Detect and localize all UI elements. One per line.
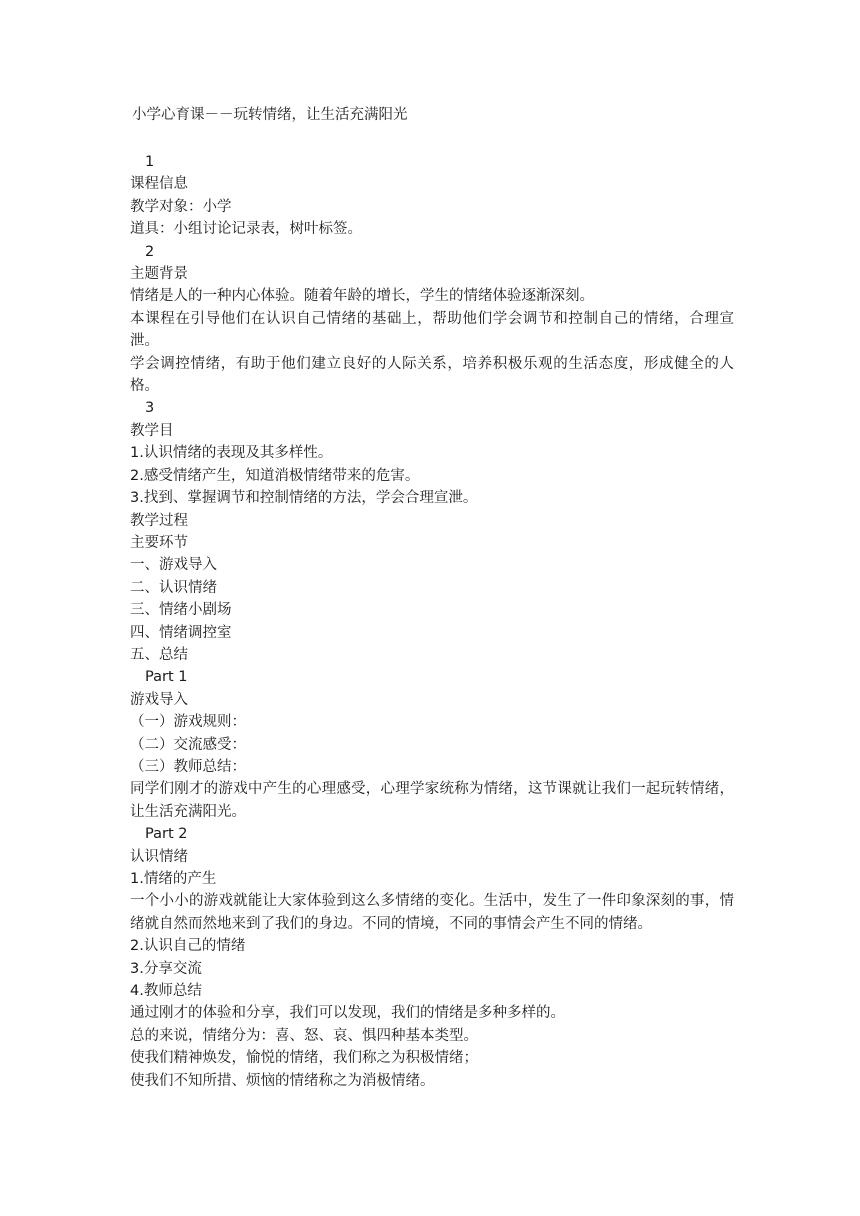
- section-number: 1: [145, 154, 155, 170]
- text-line: 一、游戏导入: [130, 557, 217, 574]
- text-line: 总的来说，情绪分为：喜、怒、哀、惧四种基本类型。: [130, 1027, 478, 1044]
- text-line: 教学对象：小学: [130, 198, 232, 215]
- paragraph: 同学们刚才的游戏中产生的心理感受，心理学家统称为情绪，这节课就让我们一起玩转情绪，让生活充满阳光。: [130, 781, 734, 820]
- text-line: 教学过程: [130, 512, 188, 529]
- text-line: 二、认识情绪: [130, 579, 217, 596]
- text-line: （一）游戏规则：: [130, 714, 246, 731]
- text-line: 3.分享交流: [130, 960, 202, 977]
- text-line: 认识情绪: [130, 848, 188, 865]
- text-line: 四、情绪调控室: [130, 624, 232, 641]
- paragraph: 本课程在引导他们在认识自己情绪的基础上，帮助他们学会调节和控制自己的情绪，合理宣泄。: [130, 310, 734, 350]
- text-line: 使我们精神焕发，愉悦的情绪，我们称之为积极情绪；: [130, 1050, 478, 1067]
- paragraph: 一个小小的游戏就能让大家体验到这么多情绪的变化。生活中，发生了一件印象深刻的事，情绪就自然而然地来到了我们的身边。不同的情境，不同的事情会产生不同的情绪。: [130, 893, 734, 932]
- text-line: 教学目: [130, 422, 174, 439]
- document-title: 小学心育课－－玩转情绪，让生活充满阳光: [132, 107, 408, 123]
- section-number: 3: [145, 400, 155, 417]
- text-line: 1.认识情绪的表现及其多样性。: [130, 445, 333, 462]
- text-line: 情绪是人的一种内心体验。随着年龄的增长，学生的情绪体验逐渐深刻。: [130, 288, 594, 305]
- text-line: （二）交流感受：: [130, 736, 246, 753]
- text-line: 游戏导入: [130, 691, 188, 708]
- text-line: 4.教师总结: [130, 983, 202, 1000]
- text-line: 五、总结: [130, 646, 188, 663]
- text-line: 使我们不知所措、烦恼的情绪称之为消极情绪。: [130, 1072, 435, 1089]
- text-line: 三、情绪小剧场: [130, 602, 232, 619]
- text-line: 主题背景: [130, 266, 188, 283]
- text-line: 道具：小组讨论记录表，树叶标签。: [130, 221, 362, 238]
- section-number: 2: [145, 243, 155, 260]
- paragraph: 学会调控情绪，有助于他们建立良好的人际关系，培养积极乐观的生活态度，形成健全的人格。: [130, 355, 734, 395]
- document-body: [130, 151, 734, 1092]
- text-line: 主要环节: [130, 534, 188, 551]
- text-line: 2.感受情绪产生，知道消极情绪带来的危害。: [130, 467, 420, 484]
- part-label: Part 2: [145, 826, 188, 843]
- text-line: 通过刚才的体验和分享，我们可以发现，我们的情绪是多种多样的。: [130, 1005, 565, 1022]
- text-line: 课程信息: [130, 176, 188, 193]
- text-line: 1.情绪的产生: [130, 871, 217, 887]
- text-line: （三）教师总结：: [130, 758, 246, 775]
- part-label: Part 1: [145, 669, 188, 686]
- text-line: 3.找到、掌握调节和控制情绪的方法，学会合理宣泄。: [130, 490, 478, 507]
- text-line: 2.认识自己的情绪: [130, 938, 246, 955]
